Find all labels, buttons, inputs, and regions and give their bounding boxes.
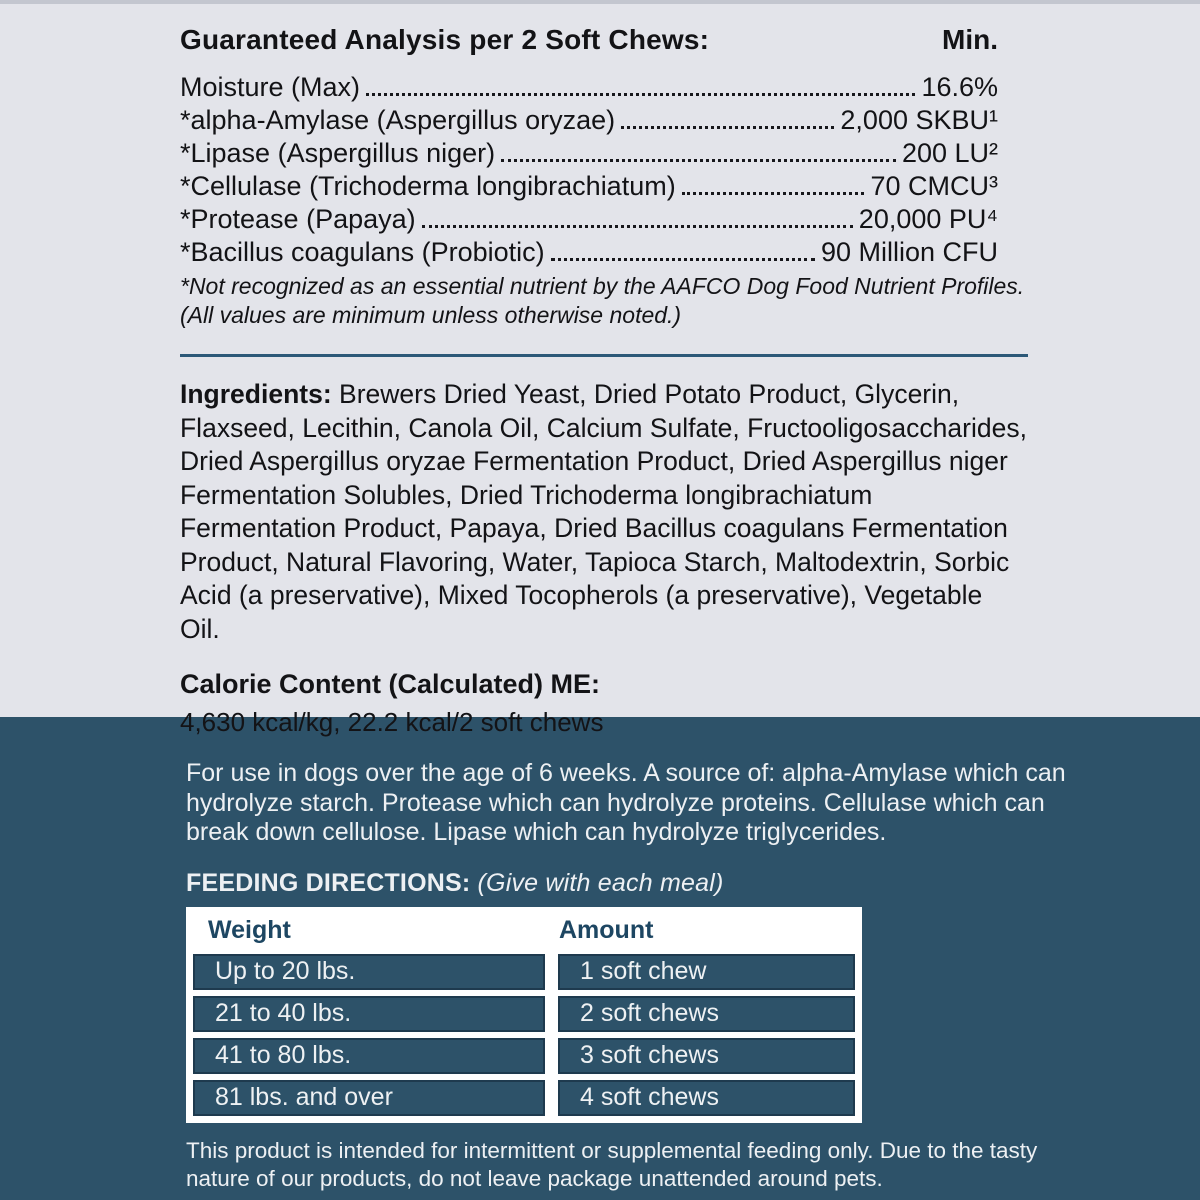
analysis-row-label: *Lipase (Aspergillus niger) [180,138,496,168]
analysis-rows [180,71,1028,269]
feeding-directions-heading [186,869,1070,898]
analysis-row-value: 16.6% [921,72,998,102]
dot-leader [551,258,815,261]
table-row [186,954,862,990]
analysis-row-label: *Bacillus coagulans (Probiotic) [180,237,545,267]
analysis-row-lipase [180,137,1028,170]
calorie-content-value: 4,630 kcal/kg, 22.2 kcal/2 soft chews [180,707,604,737]
dot-leader [366,93,915,96]
analysis-row-value: 90 Million CFU [820,237,998,267]
dot-leader [621,126,834,129]
aafco-note: *Not recognized as an essential nutrient by the AAFCO Dog Food Nutrient Profiles. [180,273,1025,299]
feeding-directions-subtitle: (Give with each meal) [477,868,724,897]
analysis-row-alpha-amylase [180,104,1028,137]
analysis-title: Guaranteed Analysis per 2 Soft Chews: [180,24,710,55]
dot-leader [422,225,853,228]
ingredients-paragraph [180,378,1028,646]
weight-cell: 41 to 80 lbs. [193,1038,545,1074]
feeding-table [186,907,862,1123]
feeding-table-header [186,907,862,954]
section-divider [180,354,1028,357]
usage-statement: For use in dogs over the age of 6 weeks. A source of: alpha-Amylase which can hydrolyze starch. Protease which can hydrolyze proteins. Cellulase which can break down cellulose. Lipase which can hydrolyze triglycerides. [186,759,1066,846]
analysis-row-label: Moisture (Max) [180,72,361,102]
analysis-row-label: *Cellulase (Trichoderma longibrachiatum) [180,171,676,201]
analysis-row-value: 20,000 PU⁴ [858,204,998,234]
amount-cell: 1 soft chew [558,954,855,990]
feeding-directions-title: FEEDING DIRECTIONS: [186,868,471,897]
weight-column-header: Weight [208,915,291,944]
table-row [186,1080,862,1116]
analysis-row-moisture [180,71,1028,104]
weight-cell: 81 lbs. and over [193,1080,545,1116]
dot-leader [682,192,865,195]
weight-cell: 21 to 40 lbs. [193,996,545,1032]
analysis-row-cellulase [180,170,1028,203]
amount-cell: 4 soft chews [558,1080,855,1116]
min-column-label: Min. [942,24,998,55]
table-row [186,996,862,1032]
analysis-row-value: 2,000 SKBU¹ [840,105,998,135]
guaranteed-analysis-panel [0,4,1200,737]
analysis-header [180,24,1028,56]
minimum-values-note: (All values are minimum unless otherwise noted.) [180,301,682,328]
analysis-row-value: 200 LU² [901,138,998,168]
intermittent-feeding-disclaimer: This product is intended for intermittent or supplemental feeding only. Due to the tasty nature of our products, do not leave package unattended around pets. [186,1137,1038,1191]
analysis-row-label: *alpha-Amylase (Aspergillus oryzae) [180,105,616,135]
amount-cell: 2 soft chews [558,996,855,1032]
analysis-row-value: 70 CMCU³ [870,171,998,201]
ingredients-text: Brewers Dried Yeast, Dried Potato Product, Glycerin, Flaxseed, Lecithin, Canola Oil, Calcium Sulfate, Fructooligosaccharides, Dried Aspergillus oryzae Fermentation Product, Dried Aspergillus niger Fermentation Solubles, Dried Trichoderma longibrachiatum Fermentation Product, Papaya, Dried Bacillus coagulans Fermentation Product, Natural Flavoring, Water, Tapioca Starch, Maltodextrin, Sorbic Acid (a preservative), Mixed Tocopherols (a preservative), Vegetable Oil. [180,379,1027,644]
amount-cell: 3 soft chews [558,1038,855,1074]
amount-column-header: Amount [559,915,654,944]
table-row [186,1038,862,1074]
analysis-row-protease [180,203,1028,236]
analysis-row-bacillus [180,236,1028,269]
analysis-row-label: *Protease (Papaya) [180,204,416,234]
ingredients-label: Ingredients: [180,379,332,409]
dot-leader [501,159,896,162]
calorie-content-title: Calorie Content (Calculated) ME: [180,669,601,699]
feeding-directions-panel [0,717,1200,1200]
weight-cell: Up to 20 lbs. [193,954,545,990]
